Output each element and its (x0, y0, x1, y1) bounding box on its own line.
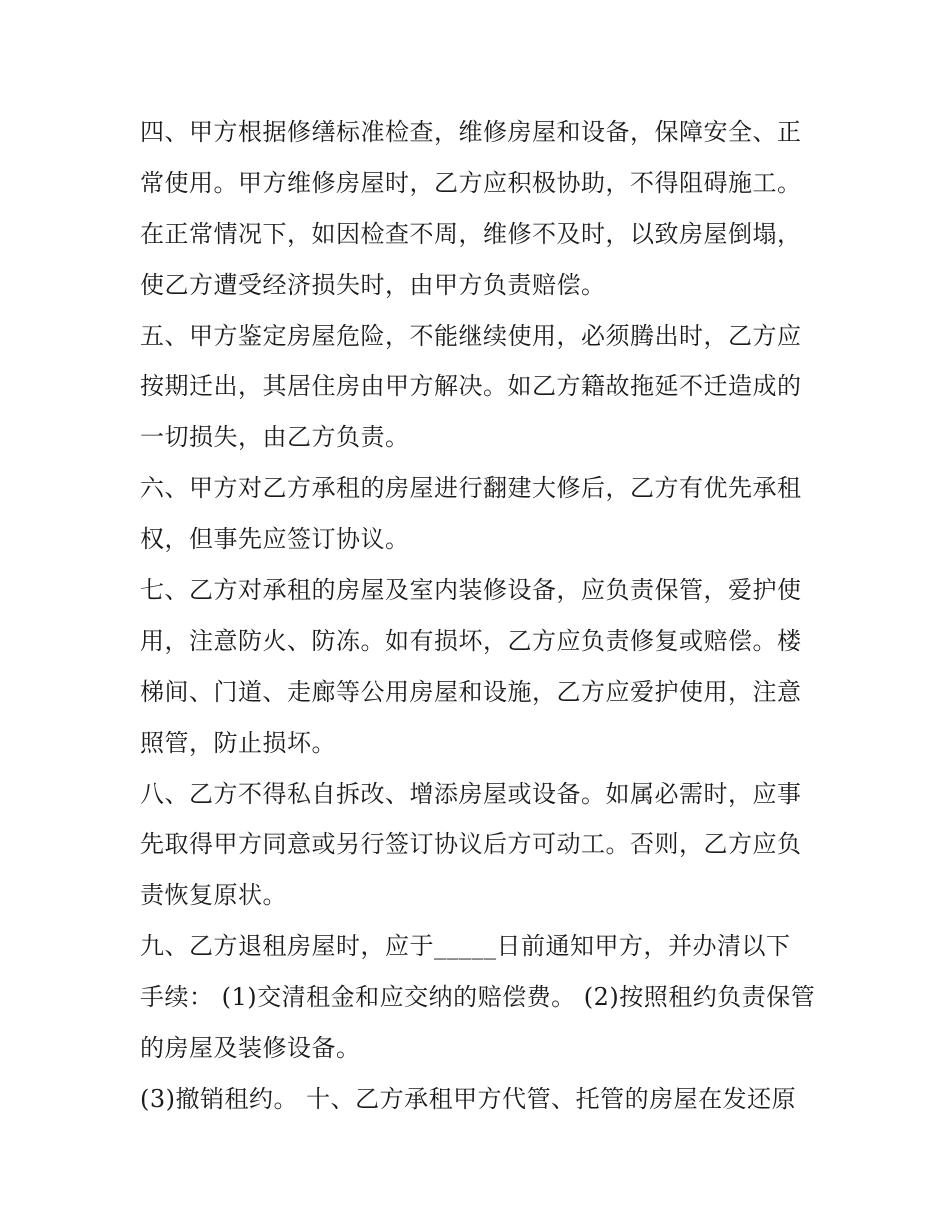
text-line: 一切损失，由乙方负责。 (140, 423, 410, 452)
text-line: 先取得甲方同意或另行签订协议后方可动工。否则，乙方应负 (140, 830, 802, 859)
text-line: 用，注意防火、防冻。如有损坏，乙方应负责修复或赔偿。楼 (140, 626, 802, 655)
text-line: 照管，防止损坏。 (140, 728, 336, 757)
text-line: 九、乙方退租房屋时，应于_____日前通知甲方，并办清以下 (140, 932, 791, 961)
text-line: 在正常情况下，如因检查不周，维修不及时，以致房屋倒塌， (140, 219, 802, 248)
text-line: 五、甲方鉴定房屋危险，不能继续使用，必须腾出时，乙方应 (140, 321, 802, 350)
document-body (140, 107, 820, 1125)
text-line: 八、乙方不得私自拆改、增添房屋或设备。如属必需时，应事 (140, 779, 802, 808)
text-line: 权，但事先应签订协议。 (140, 525, 410, 554)
text-line: (3)撤销租约。 十、乙方承租甲方代管、托管的房屋在发还原 (140, 1084, 797, 1113)
text-line: 七、乙方对承租的房屋及室内装修设备，应负责保管，爱护使 (140, 576, 802, 605)
text-line: 按期迁出，其居住房由甲方解决。如乙方籍故拖延不迁造成的 (140, 372, 802, 401)
text-line: 梯间、门道、走廊等公用房屋和设施，乙方应爱护使用，注意 (140, 677, 802, 706)
text-line: 使乙方遭受经济损失时，由甲方负责赔偿。 (140, 270, 606, 299)
text-line: 责恢复原状。 (140, 881, 287, 910)
text-line: 常使用。甲方维修房屋时，乙方应积极协助，不得阻碍施工。 (140, 168, 802, 197)
text-line: 手续： (1)交清租金和应交纳的赔偿费。 (2)按照租约负责保管 (140, 983, 816, 1012)
text-line: 四、甲方根据修缮标准检查，维修房屋和设备，保障安全、正 (140, 118, 802, 146)
text-line: 六、甲方对乙方承租的房屋进行翻建大修后，乙方有优先承租 (140, 474, 802, 503)
text-line: 的房屋及装修设备。 (140, 1034, 361, 1063)
